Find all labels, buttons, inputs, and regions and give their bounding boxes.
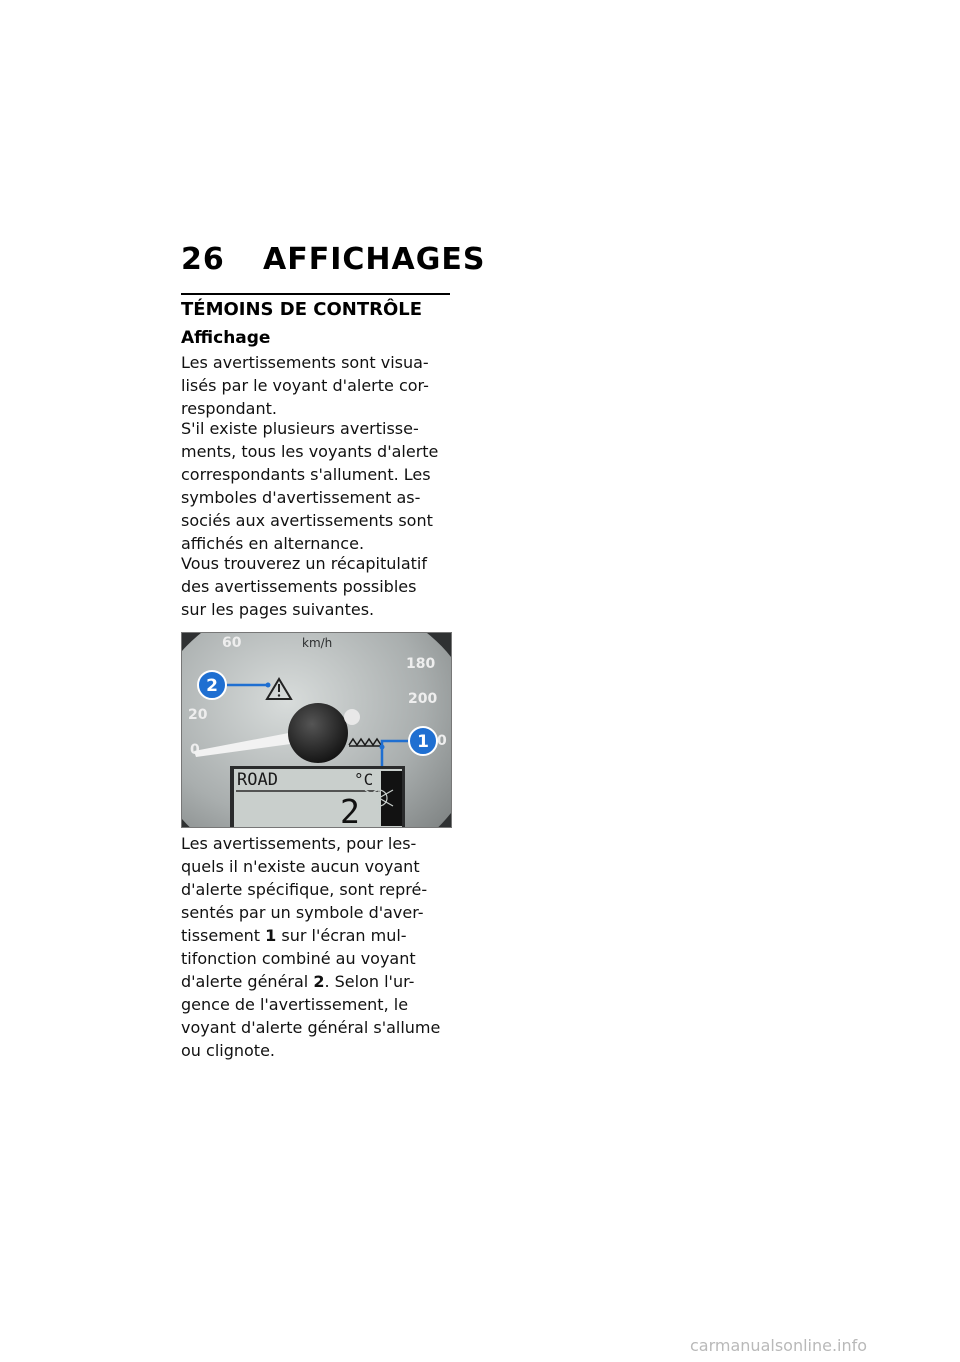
callout-2-number: 2 [206, 676, 218, 696]
callout-line-end [266, 683, 271, 688]
page-number: 26 [181, 242, 225, 277]
scale-label: 0 [437, 733, 447, 749]
text-line [181, 970, 456, 993]
text-run: tissement [181, 926, 266, 945]
text-line: quels il n'existe aucun voyant [181, 857, 420, 876]
lcd-unit: °C [354, 770, 374, 789]
callout-reference: 2 [313, 972, 325, 991]
section-title: TÉMOINS DE CONTRÔLE [181, 299, 423, 320]
text-line: Vous trouverez un récapitulatif [181, 554, 428, 573]
multifunction-display [230, 766, 405, 828]
page-header [181, 240, 486, 280]
text-line: Les avertissements, pour les- [181, 834, 417, 853]
text-line: sur les pages suivantes. [181, 600, 375, 619]
text-line: respondant. [181, 399, 277, 418]
paragraph-1 [181, 351, 456, 420]
text-line: d'alerte spécifique, sont repré- [181, 880, 428, 899]
text-line: des avertissements possibles [181, 577, 417, 596]
text-line: S'il existe plusieurs avertisse- [181, 419, 419, 438]
instrument-cluster-illustration [182, 633, 452, 828]
text-run: . Selon l'ur- [324, 972, 415, 991]
text-line: correspondants s'allument. Les [181, 465, 431, 484]
paragraph-3 [181, 552, 456, 621]
text-line [181, 924, 456, 947]
section-divider [181, 293, 450, 295]
text-line: tifonction combiné au voyant [181, 949, 416, 968]
text-line: ou clignote. [181, 1041, 275, 1060]
text-line: symboles d'avertissement as- [181, 488, 421, 507]
scale-label: 200 [408, 691, 438, 707]
callout-line-end [380, 745, 385, 750]
paragraph-2 [181, 417, 456, 555]
text-run: d'alerte général [181, 972, 314, 991]
text-line: ments, tous les voyants d'alerte [181, 442, 439, 461]
text-line: sociés aux avertissements sont [181, 511, 433, 530]
instrument-cluster-figure [181, 632, 452, 828]
callout-1-number: 1 [417, 732, 429, 752]
paragraph-4 [181, 832, 456, 1062]
scale-label: 20 [188, 707, 208, 723]
scale-label: 60 [222, 635, 242, 651]
needle-hub [288, 703, 348, 763]
scale-label: 0 [190, 742, 200, 758]
scale-label: 180 [406, 656, 436, 672]
text-line: lisés par le voyant d'alerte cor- [181, 376, 429, 395]
lcd-value: 2 [340, 792, 360, 828]
text-line: gence de l'avertissement, le [181, 995, 409, 1014]
text-line: affichés en alternance. [181, 534, 365, 553]
text-line: Les avertissements sont visua- [181, 353, 429, 372]
needle-counterweight [344, 709, 360, 725]
text-run: sur l'écran mul- [276, 926, 407, 945]
watermark: carmanualsonline.info [690, 1336, 868, 1355]
subheading: Affichage [181, 328, 271, 348]
callout-reference: 1 [265, 926, 277, 945]
text-line: sentés par un symbole d'aver- [181, 903, 424, 922]
lcd-mode: ROAD [237, 770, 278, 790]
unit-label: km/h [302, 636, 333, 650]
text-line: voyant d'alerte général s'allume [181, 1018, 441, 1037]
chapter-title: AFFICHAGES [263, 242, 486, 277]
